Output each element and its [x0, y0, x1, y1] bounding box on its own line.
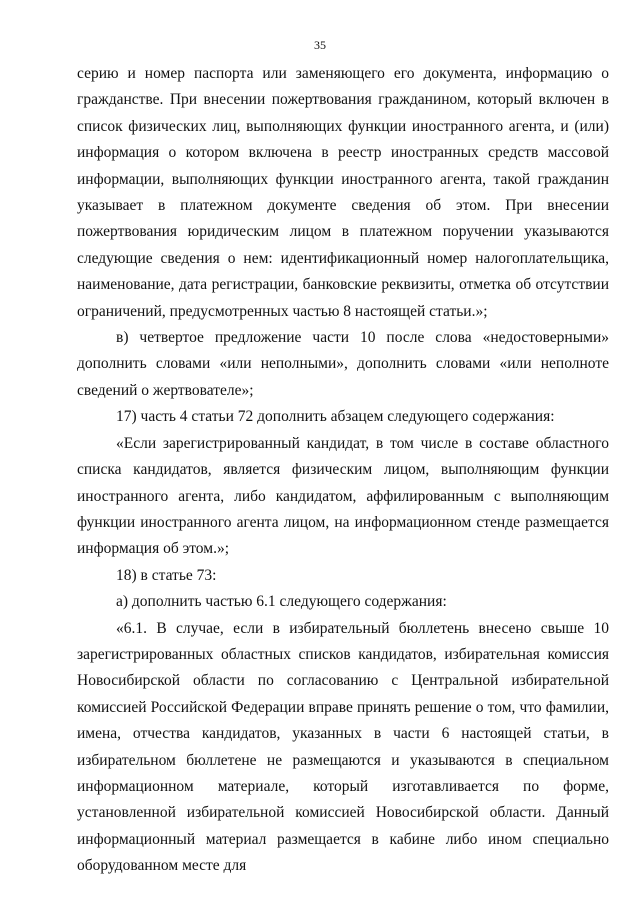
paragraph-2: в) четвертое предложение части 10 после слова «недостоверными» дополнить словами «или неполными», дополнить словами «или неполноте сведений о жертвователе»; — [77, 329, 609, 399]
paragraph-4: «Если зарегистрированный кандидат, в том числе в составе областного списка кандидатов, является физическим лицом, выполняющим функции иностранного агента, либо кандидатом, аффилированным с выполняющим функции иностранного агента лицом, на информационном стенде размещается информация об этом.»; — [77, 434, 609, 558]
document-body — [77, 61, 609, 880]
paragraph-7: «6.1. В случае, если в избирательный бюллетень внесено свыше 10 зарегистрированных областных списков кандидатов, избирательная комиссия Новосибирской области по согласованию с Центральной избирательной комиссией Российской Федерации вправе принять решение о том, что фамилии, имена, отчества кандидатов, указанных в части 6 настоящей статьи, в избирательном бюллетене не размещаются и указываются в специальном информационном материале, который изготавливается по форме, установленной избирательной комиссией Новосибирской области. Данный информационный материал размещается в кабине либо ином специально оборудованном месте для — [77, 619, 609, 875]
paragraph-5: 18) в статье 73: — [116, 566, 217, 584]
paragraph-1: серию и номер паспорта или заменяющего его документа, информацию о гражданстве. При внесении пожертвования гражданином, который включен в список физических лиц, выполняющих функции иностранного агента, и (или) информация о котором включена в реестр иностранных средств массовой информации, выполняющих функции иностранного агента, такой гражданин указывает в платежном документе сведения об этом. При внесении пожертвования юридическим лицом в платежном поручении указываются следующие сведения о нем: идентификационный номер налогоплательщика, наименование, дата регистрации, банковские реквизиты, отметка об отсутствии ограничений, предусмотренных частью 8 настоящей статьи.»; — [77, 65, 609, 320]
page-number: 35 — [314, 38, 326, 52]
paragraph-6: а) дополнить частью 6.1 следующего содержания: — [116, 593, 447, 611]
paragraph-3: 17) часть 4 статьи 72 дополнить абзацем следующего содержания: — [116, 408, 555, 426]
